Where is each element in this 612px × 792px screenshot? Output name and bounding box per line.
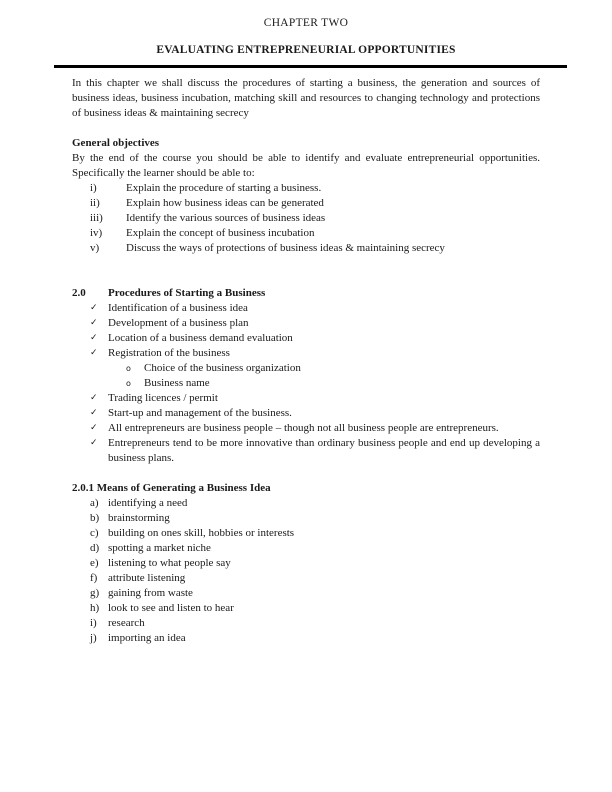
objective-text: Explain the procedure of starting a business. bbox=[126, 182, 322, 194]
procedures-list-continued bbox=[72, 391, 540, 466]
procedure-item: ✓ Start-up and management of the business. bbox=[72, 406, 540, 421]
chapter-label: CHAPTER TWO bbox=[263, 17, 349, 29]
idea-item: j) importing an idea bbox=[90, 632, 186, 644]
objectives-list bbox=[72, 181, 540, 256]
objective-item bbox=[72, 211, 540, 226]
intro-paragraph: In this chapter we shall discuss the procedures of starting a business, the generation and sources of business ideas, business incubation, matching skill and resources to changing technology and protections of business ideas & maintaining secrecy bbox=[72, 77, 540, 119]
check-icon: ✓ bbox=[90, 423, 98, 433]
objective-text: Identify the various sources of business ideas bbox=[126, 212, 326, 224]
idea-item: d) spotting a market niche bbox=[90, 542, 211, 554]
procedure-item: ✓ Trading licences / permit bbox=[72, 391, 540, 406]
check-icon: ✓ bbox=[90, 333, 98, 343]
idea-item: g) gaining from waste bbox=[90, 587, 193, 599]
registration-subitem: o Choice of the business organization bbox=[126, 362, 301, 374]
procedure-item: ✓ Entrepreneurs tend to be more innovative than ordinary business people and end up developing a business plans. bbox=[72, 436, 540, 466]
registration-sublist bbox=[72, 361, 540, 391]
objectives-lead: By the end of the course you should be able to identify and evaluate entrepreneurial opportunities. Specifically the learner should be able to: bbox=[72, 152, 540, 179]
objective-item bbox=[72, 181, 540, 196]
procedure-item: ✓ All entrepreneurs are business people – though not all business people are entrepreneurs. bbox=[72, 421, 540, 436]
idea-item: h) look to see and listen to hear bbox=[90, 602, 234, 614]
registration-subitem: o Business name bbox=[126, 377, 210, 389]
idea-item: f) attribute listening bbox=[90, 572, 186, 584]
objective-number: iii) bbox=[90, 212, 103, 224]
section-2-0-heading bbox=[72, 286, 540, 301]
objective-text: Discuss the ways of protections of business ideas & maintaining secrecy bbox=[126, 242, 445, 254]
circle-bullet-icon: o bbox=[126, 364, 131, 373]
objective-text: Explain the concept of business incubation bbox=[126, 227, 315, 239]
check-icon: ✓ bbox=[90, 303, 98, 313]
objective-item bbox=[72, 241, 540, 256]
idea-item: i) research bbox=[90, 617, 145, 629]
objective-item bbox=[72, 196, 540, 211]
section-2-0-1-heading: 2.0.1 Means of Generating a Business Idea bbox=[72, 482, 271, 494]
idea-item: b) brainstorming bbox=[90, 512, 170, 524]
title-divider bbox=[54, 65, 567, 68]
procedure-item: ✓ Location of a business demand evaluation bbox=[72, 331, 540, 346]
objective-number: iv) bbox=[90, 227, 103, 239]
section-number: 2.0 bbox=[72, 287, 86, 299]
check-icon: ✓ bbox=[90, 408, 98, 418]
section-title: Procedures of Starting a Business bbox=[108, 287, 266, 299]
procedures-list bbox=[72, 301, 540, 361]
procedure-item: ✓ Identification of a business idea bbox=[72, 301, 540, 316]
objective-item bbox=[72, 226, 540, 241]
idea-item: e) listening to what people say bbox=[90, 557, 231, 569]
objective-number: i) bbox=[90, 182, 97, 194]
document-body bbox=[72, 76, 540, 646]
idea-generation-list bbox=[72, 496, 540, 646]
check-icon: ✓ bbox=[90, 318, 98, 328]
check-icon: ✓ bbox=[90, 438, 98, 448]
objective-text: Explain how business ideas can be generated bbox=[126, 197, 324, 209]
procedure-item: ✓ Registration of the business bbox=[72, 346, 540, 361]
procedure-item: ✓ Development of a business plan bbox=[72, 316, 540, 331]
check-icon: ✓ bbox=[90, 348, 98, 358]
check-icon: ✓ bbox=[90, 393, 98, 403]
idea-item: a) identifying a need bbox=[90, 497, 188, 509]
objectives-heading: General objectives bbox=[72, 137, 160, 149]
circle-bullet-icon: o bbox=[126, 379, 131, 388]
chapter-title: EVALUATING ENTREPRENEURIAL OPPORTUNITIES bbox=[156, 44, 456, 56]
objective-number: v) bbox=[90, 242, 100, 254]
idea-item: c) building on ones skill, hobbies or interests bbox=[90, 527, 295, 539]
objective-number: ii) bbox=[90, 197, 100, 209]
